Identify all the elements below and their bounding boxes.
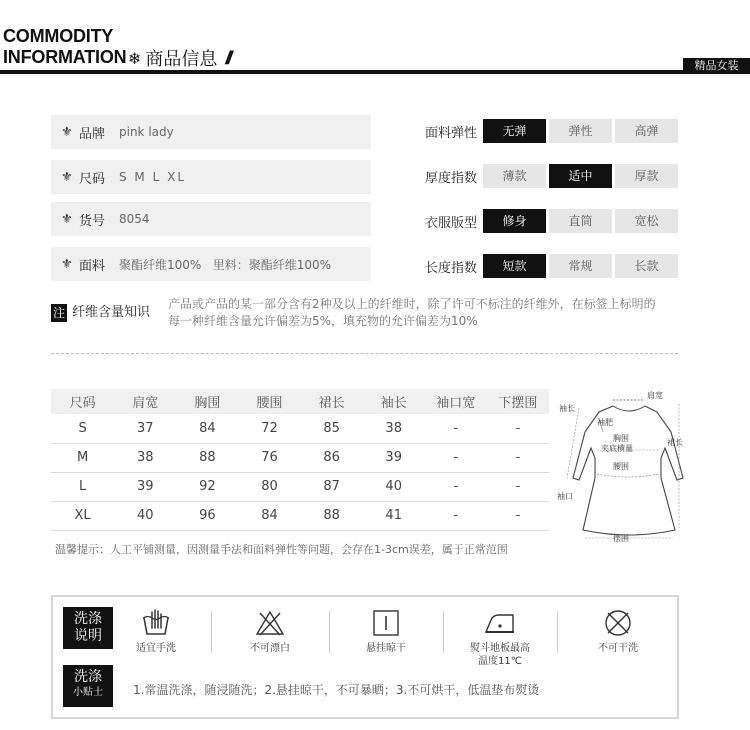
option-stretch: 弹性 bbox=[549, 119, 612, 143]
badge-line: 洗涤 bbox=[74, 611, 102, 627]
hang-dry-icon bbox=[372, 609, 400, 637]
index-label: 面料弹性 bbox=[425, 125, 478, 141]
option-short: 短款 bbox=[483, 254, 546, 278]
index-label: 长度指数 bbox=[425, 260, 478, 276]
column-header: 胸围 bbox=[176, 389, 238, 414]
info-label: 货号 bbox=[79, 213, 106, 229]
wash-item-label bbox=[445, 642, 555, 668]
table-cell: 76 bbox=[238, 443, 300, 472]
info-row-fabric bbox=[51, 247, 371, 281]
table-row bbox=[51, 472, 549, 501]
table-cell: 41 bbox=[363, 501, 425, 530]
table-cell: 88 bbox=[176, 443, 238, 472]
wash-item-ironing bbox=[445, 607, 555, 668]
option-high-stretch: 高弹 bbox=[615, 119, 678, 143]
table-row bbox=[51, 501, 549, 530]
table-cell: - bbox=[487, 414, 549, 443]
index-label: 衣服版型 bbox=[425, 215, 478, 231]
info-row-brand bbox=[51, 115, 371, 149]
note-line: 每一种纤维含量允许偏差为5%，填充物的允许偏差为10% bbox=[168, 314, 478, 328]
table-cell: 84 bbox=[176, 414, 238, 443]
table-row bbox=[51, 414, 549, 443]
fleur-icon: ⚜ bbox=[61, 124, 73, 140]
table-cell: 96 bbox=[176, 501, 238, 530]
option-slim: 修身 bbox=[483, 209, 546, 233]
washing-instructions-panel bbox=[51, 595, 679, 719]
column-header: 尺码 bbox=[51, 389, 114, 414]
wash-item-label: 不可漂白 bbox=[250, 643, 290, 654]
table-cell: L bbox=[51, 472, 114, 501]
option-loose: 宽松 bbox=[615, 209, 678, 233]
fleur-icon: ⚜ bbox=[61, 169, 73, 185]
diagram-label-waist: 腰围 bbox=[613, 462, 629, 471]
index-row-fit bbox=[425, 209, 678, 233]
table-cell: 39 bbox=[114, 472, 176, 501]
column-header: 肩宽 bbox=[114, 389, 176, 414]
option-long: 长款 bbox=[615, 254, 678, 278]
table-cell: 84 bbox=[238, 501, 300, 530]
info-label: 尺码 bbox=[79, 171, 106, 187]
badge-line: 小贴士 bbox=[73, 687, 103, 698]
diagram-label-dress-length: 裙长 bbox=[667, 438, 683, 447]
table-cell: 88 bbox=[301, 501, 363, 530]
wash-item-label-line: 温度11℃ bbox=[478, 656, 522, 667]
column-header: 袖口宽 bbox=[425, 389, 487, 414]
wash-item-no-bleach bbox=[215, 607, 325, 655]
table-cell: 39 bbox=[363, 443, 425, 472]
table-cell: 87 bbox=[301, 472, 363, 501]
table-cell: - bbox=[487, 443, 549, 472]
diagram-label-sleeve-length: 袖长 bbox=[559, 404, 575, 413]
table-cell: - bbox=[425, 414, 487, 443]
slash-decoration: // bbox=[225, 47, 230, 68]
dashed-divider bbox=[51, 353, 678, 354]
note-line: 产品或产品的某一部分含有2种及以上的纤维时，除了许可不标注的纤维外，在标签上标明的 bbox=[168, 297, 656, 311]
vertical-divider bbox=[557, 611, 558, 653]
table-cell: 37 bbox=[114, 414, 176, 443]
table-cell: - bbox=[487, 472, 549, 501]
size-table bbox=[51, 389, 549, 531]
diagram-label-shoulder: 肩宽 bbox=[647, 391, 663, 400]
table-row bbox=[51, 443, 549, 472]
table-cell: 72 bbox=[238, 414, 300, 443]
option-thick: 厚款 bbox=[615, 164, 678, 188]
table-cell: 38 bbox=[363, 414, 425, 443]
hand-wash-icon bbox=[140, 608, 172, 638]
table-cell: - bbox=[425, 501, 487, 530]
diagram-label-cuff: 袖口 bbox=[557, 492, 573, 501]
table-cell: - bbox=[425, 443, 487, 472]
option-medium: 适中 bbox=[549, 164, 612, 188]
option-thin: 薄款 bbox=[483, 164, 546, 188]
measurement-tip: 温馨提示：人工平铺测量，因测量手法和面料弹性等问题，会存在1-3cm误差，属于正常范围 bbox=[55, 543, 508, 556]
info-row-item-number bbox=[51, 202, 371, 236]
index-row-thickness bbox=[425, 164, 678, 188]
iron-icon bbox=[483, 610, 517, 636]
table-cell: 92 bbox=[176, 472, 238, 501]
index-label: 厚度指数 bbox=[425, 170, 478, 186]
info-value: 8054 bbox=[119, 212, 150, 226]
column-header: 下摆围 bbox=[487, 389, 549, 414]
option-regular: 常规 bbox=[549, 254, 612, 278]
header-title-en bbox=[3, 26, 126, 68]
note-text bbox=[168, 296, 688, 330]
header-title-cn-text: 商品信息 bbox=[145, 49, 218, 70]
fleur-icon: ⚜ bbox=[61, 256, 73, 272]
wash-item-label-line: 熨斗地板最高 bbox=[470, 643, 530, 654]
vertical-divider bbox=[443, 611, 444, 653]
diagram-label-armhole: 袖肥 bbox=[597, 418, 613, 427]
dress-measurement-diagram bbox=[555, 388, 685, 548]
table-header-row bbox=[51, 389, 549, 414]
index-row-elasticity bbox=[425, 119, 678, 143]
snowflake-icon: ❄ bbox=[128, 48, 142, 68]
table-cell: - bbox=[425, 472, 487, 501]
index-row-length bbox=[425, 254, 678, 278]
no-bleach-icon bbox=[255, 609, 285, 637]
table-cell: M bbox=[51, 443, 114, 472]
column-header: 裙长 bbox=[301, 389, 363, 414]
wash-item-hang-dry bbox=[331, 607, 441, 655]
column-header: 腰围 bbox=[238, 389, 300, 414]
wash-item-no-dry-clean bbox=[563, 607, 673, 655]
diagram-label-underarm: 夹底横量 bbox=[601, 444, 633, 453]
badge-line: 洗涤 bbox=[74, 669, 102, 685]
fleur-icon: ⚜ bbox=[61, 211, 73, 227]
wash-tips-text: 1.常温洗涤，随浸随洗；2.悬挂晾干，不可暴晒；3.不可烘干，低温垫布熨烫 bbox=[133, 683, 540, 697]
table-cell: 40 bbox=[114, 501, 176, 530]
info-row-size bbox=[51, 160, 371, 194]
table-cell: 86 bbox=[301, 443, 363, 472]
info-value: S M L XL bbox=[119, 170, 187, 184]
wash-tips-badge bbox=[63, 665, 113, 707]
header-title-cn bbox=[128, 45, 229, 71]
table-cell: S bbox=[51, 414, 114, 443]
diagram-label-hem: 摆围 bbox=[613, 534, 629, 543]
header-title-en-line2: INFORMATION bbox=[3, 47, 127, 67]
wash-item-label: 适宜手洗 bbox=[136, 643, 176, 654]
table-cell: XL bbox=[51, 501, 114, 530]
info-label: 面料 bbox=[79, 258, 106, 274]
header-divider bbox=[0, 70, 750, 74]
wash-item-label: 悬挂晾干 bbox=[366, 643, 406, 654]
info-value: pink lady bbox=[119, 125, 174, 139]
table-cell: 85 bbox=[301, 414, 363, 443]
wash-item-hand-wash bbox=[101, 607, 211, 655]
wash-item-label: 不可干洗 bbox=[598, 643, 638, 654]
badge-line: 说明 bbox=[74, 628, 102, 644]
column-header: 袖长 bbox=[363, 389, 425, 414]
vertical-divider bbox=[329, 611, 330, 653]
header-title-en-line1: COMMODITY bbox=[3, 26, 114, 46]
vertical-divider bbox=[211, 611, 212, 653]
option-no-stretch: 无弹 bbox=[483, 119, 546, 143]
info-value: 聚酯纤维100% 里料：聚酯纤维100% bbox=[119, 257, 332, 272]
category-tag: 精品女装 bbox=[683, 58, 750, 74]
note-title: 纤维含量知识 bbox=[72, 305, 151, 320]
table-cell: 40 bbox=[363, 472, 425, 501]
option-straight: 直筒 bbox=[549, 209, 612, 233]
no-dry-clean-icon bbox=[604, 609, 632, 637]
table-cell: 38 bbox=[114, 443, 176, 472]
note-badge: 注 bbox=[52, 306, 65, 320]
table-cell: 80 bbox=[238, 472, 300, 501]
table-cell: - bbox=[487, 501, 549, 530]
info-label: 品牌 bbox=[79, 126, 106, 142]
diagram-label-chest: 胸围 bbox=[613, 434, 629, 443]
